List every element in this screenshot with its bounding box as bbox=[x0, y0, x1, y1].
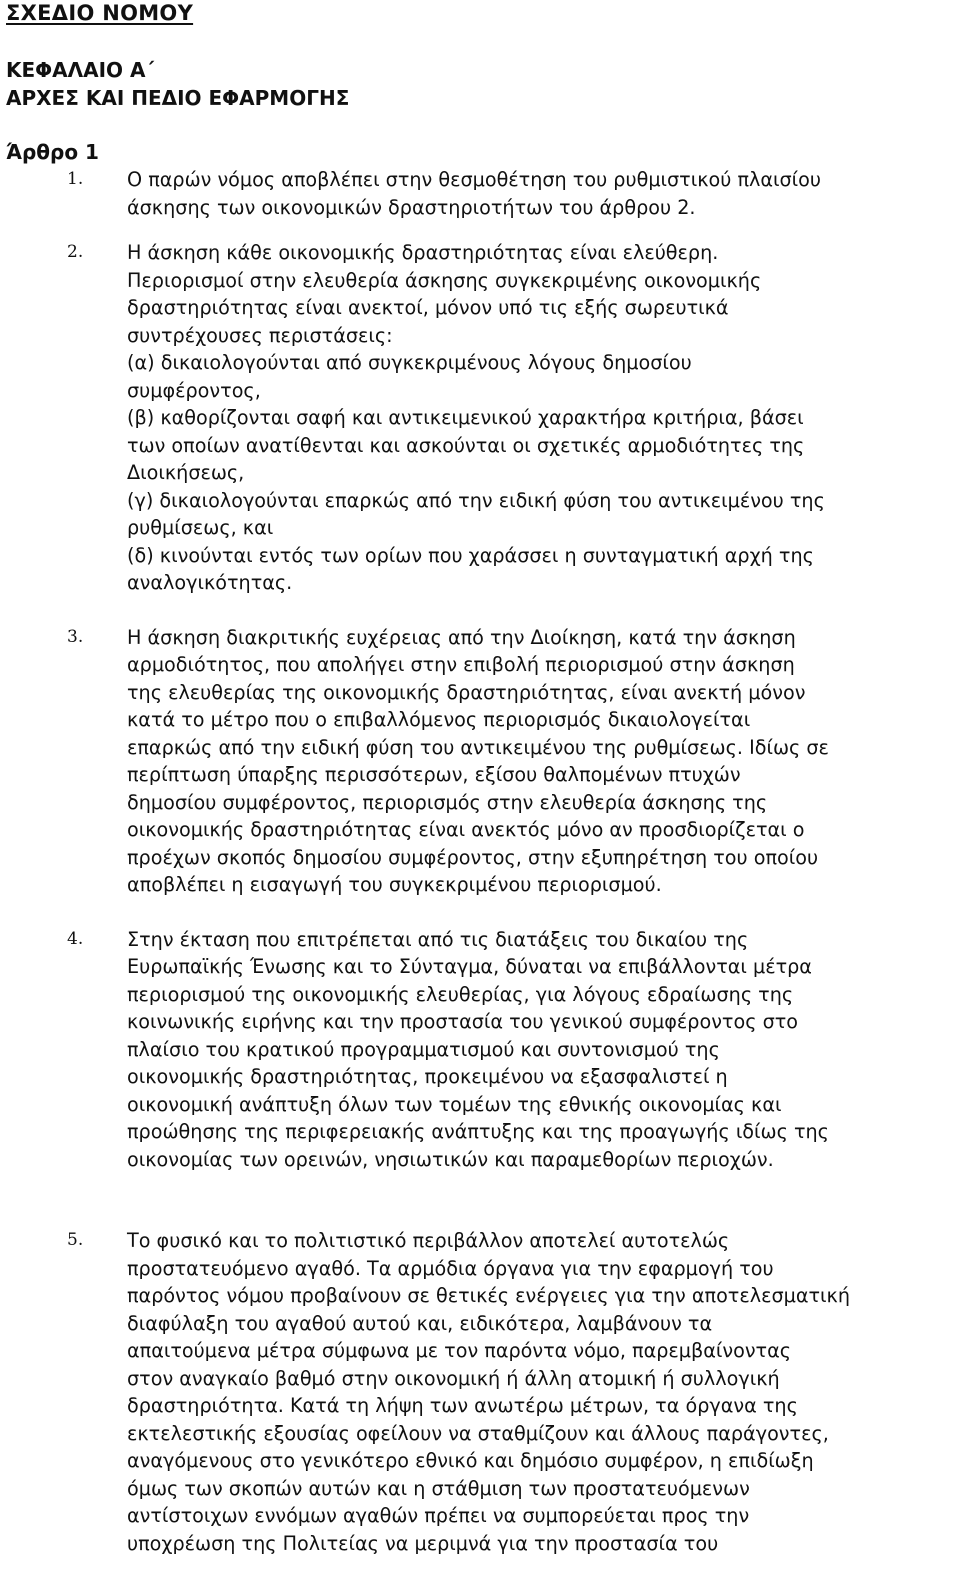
paragraph-line: διαφύλαξη του αγαθού αυτού και, ειδικότερα, λαμβάνουν τα bbox=[127, 1311, 713, 1335]
paragraph-line: οικονομίας των ορεινών, νησιωτικών και παραμεθορίων περιοχών. bbox=[127, 1147, 774, 1171]
paragraph-line: αποβλέπει η εισαγωγή του συγκεκριμένου περιορισμού. bbox=[127, 873, 662, 896]
paragraph-line: εκτελεστικής εξουσίας οφείλουν να σταθμίζουν και άλλους παράγοντες, bbox=[127, 1421, 829, 1445]
paragraph-line: περιορισμού της οικονομικής ελευθερίας, για λόγους εδραίωσης της bbox=[127, 982, 794, 1006]
paragraph-number: 4. bbox=[67, 928, 84, 949]
paragraph-line: κατά το μέτρο που ο επιβαλλόμενος περιορισμός δικαιολογείται bbox=[127, 708, 751, 731]
paragraph-line: στον αναγκαίο βαθμό στην οικονομική ή άλλη ατομική ή συλλογική bbox=[127, 1366, 780, 1390]
paragraph-line: Περιορισμοί στην ελευθερία άσκησης συγκεκριμένης οικονομικής bbox=[127, 268, 762, 292]
paragraph-item bbox=[6, 239, 956, 597]
paragraph-line: οικονομικής δραστηριότητας, προκειμένου να εξασφαλιστεί η bbox=[127, 1065, 728, 1088]
paragraph-line: παρόντος νόμου προβαίνουν σε θετικές ενέργειες για την αποτελεσματική bbox=[127, 1284, 850, 1307]
chapter-heading bbox=[6, 56, 956, 112]
paragraph-line: απαιτούμενα μέτρα σύμφωνα με τον παρόντα νόμο, παρεμβαίνοντας bbox=[127, 1339, 792, 1362]
paragraph-line: οικονομικής δραστηριότητας είναι ανεκτός μόνο αν προσδιορίζεται ο bbox=[127, 818, 805, 841]
paragraph-line: (β) καθορίζονται σαφή και αντικειμενικού χαρακτήρα κριτήρια, βάσει bbox=[127, 406, 804, 429]
paragraph-line: Στην έκταση που επιτρέπεται από τις διατάξεις του δικαίου της bbox=[127, 927, 749, 951]
paragraph-item bbox=[6, 926, 956, 1174]
paragraph-item bbox=[6, 624, 956, 899]
paragraph-line: αναλογικότητας. bbox=[127, 571, 293, 594]
paragraph-line: αρμοδιότητος, που απολήγει στην επιβολή περιορισμού στην άσκηση bbox=[127, 653, 795, 676]
paragraph-line: κοινωνικής ειρήνης και την προστασία του γενικού συμφέροντος στο bbox=[127, 1010, 799, 1033]
document-title: ΣΧΕΔΙΟ ΝΟΜΟΥ bbox=[6, 1, 194, 25]
paragraph-line: (δ) κινούνται εντός των ορίων που χαράσσει η συνταγματική αρχή της bbox=[127, 543, 814, 567]
paragraph-line: πλαίσιο του κρατικού προγραμματισμού και συντονισμού της bbox=[127, 1037, 720, 1061]
paragraph-line: Διοικήσεως, bbox=[127, 461, 245, 484]
paragraph-line: υποχρέωση της Πολιτείας να μεριμνά για την προστασία του bbox=[127, 1531, 719, 1555]
chapter-name: ΑΡΧΕΣ ΚΑΙ ΠΕΔΙΟ ΕΦΑΡΜΟΓΗΣ bbox=[6, 86, 350, 110]
paragraph-line: δραστηριότητα. Κατά τη λήψη των ανωτέρω μέτρων, τα όργανα της bbox=[127, 1394, 798, 1417]
article-paragraphs bbox=[6, 166, 956, 1557]
paragraph-line: των οποίων ανατίθενται και ασκούνται οι σχετικές αρμοδιότητες της bbox=[127, 433, 805, 457]
document bbox=[6, 0, 956, 1557]
paragraph-line: δημοσίου συμφέροντος, περιορισμός στην ελευθερία άσκησης της bbox=[127, 790, 768, 814]
paragraph-number: 5. bbox=[67, 1230, 84, 1250]
paragraph-number: 3. bbox=[67, 626, 84, 647]
paragraph-line: άσκησης των οικονομικών δραστηριοτήτων του άρθρου 2. bbox=[127, 195, 696, 219]
paragraph-line: συμφέροντος, bbox=[127, 378, 261, 402]
paragraph-line: Η άσκηση κάθε οικονομικής δραστηριότητας είναι ελεύθερη. bbox=[127, 241, 719, 264]
paragraph-line: (α) δικαιολογούνται από συγκεκριμένους λόγους δημοσίου bbox=[127, 351, 692, 374]
paragraph-line: Η άσκηση διακριτικής ευχέρειας από την Διοίκηση, κατά την άσκηση bbox=[127, 625, 796, 649]
paragraph-line: οικονομική ανάπτυξη όλων των τομέων της εθνικής οικονομίας και bbox=[127, 1092, 782, 1116]
paragraph-line: Το φυσικό και το πολιτιστικό περιβάλλον αποτελεί αυτοτελώς bbox=[127, 1229, 730, 1252]
paragraph-line: όμως των σκοπών αυτών και η στάθμιση των προστατευόμενων bbox=[127, 1476, 750, 1500]
paragraph-item bbox=[6, 1227, 956, 1557]
paragraph-line: προέχων σκοπός δημοσίου συμφέροντος, στην εξυπηρέτηση του οποίου bbox=[127, 845, 819, 869]
paragraph-number: 2. bbox=[67, 242, 84, 262]
chapter-number: ΚΕΦΑΛΑΙΟ Α΄ bbox=[6, 58, 155, 82]
paragraph-line: ρυθμίσεως, και bbox=[127, 516, 274, 539]
paragraph-line: συντρέχουσες περιστάσεις: bbox=[127, 323, 393, 347]
paragraph-line: (γ) δικαιολογούνται επαρκώς από την ειδική φύση του αντικειμένου της bbox=[127, 488, 825, 512]
paragraph-line: αναγόμενους στο γενικότερο εθνικό και δημόσιο συμφέρον, η επιδίωξη bbox=[127, 1449, 814, 1472]
paragraph-line: επαρκώς από την ειδική φύση του αντικειμένου της ρυθμίσεως. Ιδίως σε bbox=[127, 735, 829, 759]
paragraph-number: 1. bbox=[67, 169, 84, 189]
paragraph-line: Ευρωπαϊκής Ένωσης και το Σύνταγμα, δύναται να επιβάλλονται μέτρα bbox=[127, 955, 812, 978]
paragraph-line: προστατευόμενο αγαθό. Τα αρμόδια όργανα για την εφαρμογή του bbox=[127, 1256, 774, 1280]
paragraph-line: περίπτωση ύπαρξης περισσότερων, εξίσου θαλπομένων πτυχών bbox=[127, 763, 741, 786]
paragraph-line: της ελευθερίας της οικονομικής δραστηριότητας, είναι ανεκτή μόνον bbox=[127, 680, 806, 704]
paragraph-item bbox=[6, 166, 956, 221]
paragraph-line: Ο παρών νόμος αποβλέπει στην θεσμοθέτηση του ρυθμιστικού πλαισίου bbox=[127, 168, 822, 191]
paragraph-line: δραστηριότητας είναι ανεκτοί, μόνον υπό τις εξής σωρευτικά bbox=[127, 296, 729, 319]
paragraph-line: προώθησης της περιφερειακής ανάπτυξης και της προαγωγής ιδίως της bbox=[127, 1120, 829, 1143]
paragraph-line: αντίστοιχων εννόμων αγαθών πρέπει να συμπορεύεται προς την bbox=[127, 1504, 750, 1527]
article-heading: Άρθρο 1 bbox=[6, 140, 99, 164]
